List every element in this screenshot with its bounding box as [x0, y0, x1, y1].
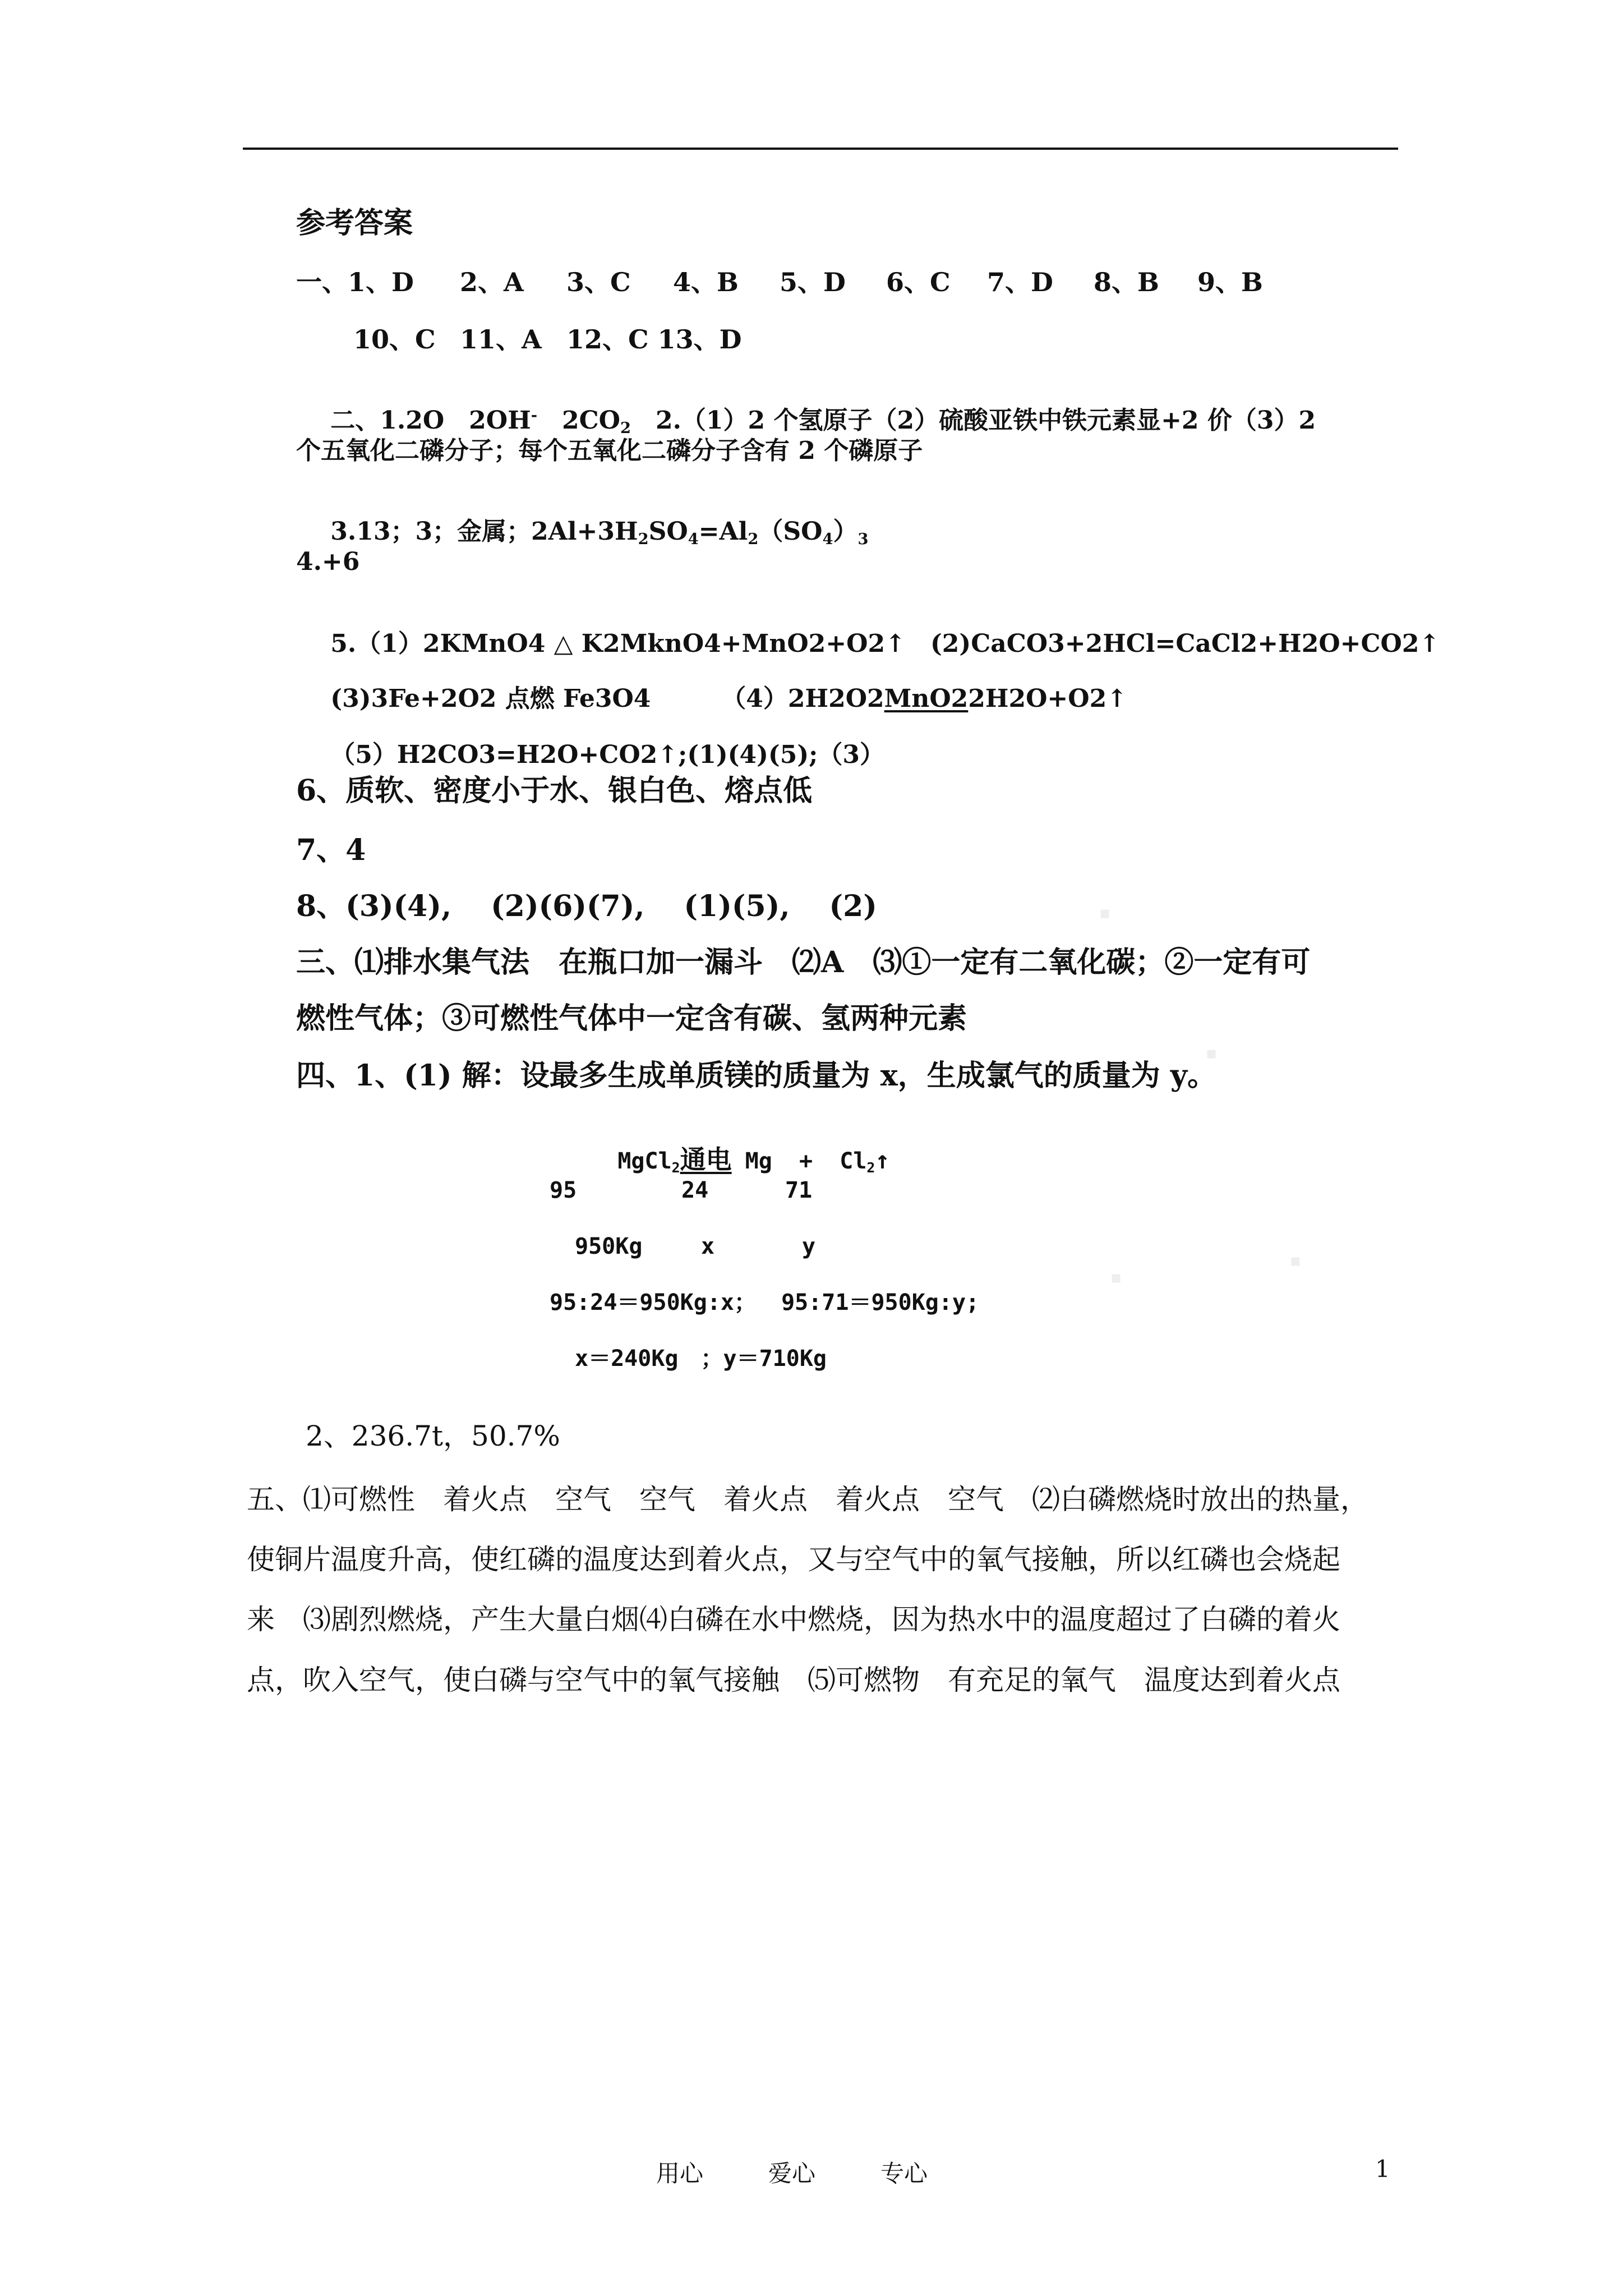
up-arrow-icon: ↑: [1106, 684, 1128, 713]
answer-line: 燃性气体；③可燃性气体中一定含有碳、氢两种元素: [296, 1001, 967, 1036]
watermark-mark: ▪: [1206, 1043, 1218, 1063]
answer-item: 一、1、D: [296, 267, 414, 297]
answer-line: (3)3Fe+2O2 点燃 Fe3O4: [330, 684, 651, 713]
answer-line: 二、1.2O 2OH- 2CO2 2.（1）2 个氢原子（2）硫酸亚铁中铁元素显+2 价（3）2: [330, 406, 1316, 438]
answer-line: 7、4: [296, 833, 366, 867]
answer-item: 10、C: [353, 324, 436, 355]
answer-item: 6、C: [886, 267, 951, 297]
up-arrow-icon: ↑: [1419, 629, 1440, 658]
watermark-mark: ▪: [1110, 1268, 1122, 1287]
answer-line: （4）2H2O2MnO22H2O+O2↑: [721, 684, 1128, 713]
watermark-mark: ▪: [1099, 903, 1111, 923]
footer-text: 爱心: [768, 2160, 816, 2187]
answer-line: 来 ⑶剧烈燃烧，产生大量白烟⑷白磷在水中燃烧，因为热水中的温度超过了白磷的着火: [247, 1603, 1340, 1636]
calc-value: x: [701, 1234, 715, 1259]
answer-item: 7、D: [987, 267, 1053, 297]
equation-line: MgCl2通电 Mg + Cl2↑: [617, 1144, 890, 1176]
answer-line: 4.+6: [296, 547, 360, 576]
answer-line: 6、质软、密度小于水、银白色、熔点低: [296, 774, 813, 808]
answer-line: 使铜片温度升高，使红磷的温度达到着火点，又与空气中的氧气接触，所以红磷也会烧起: [247, 1543, 1340, 1576]
header-rule: [243, 148, 1398, 150]
answer-line: 三、⑴排水集气法 在瓶口加一漏斗 ⑵A ⑶①一定有二氧化碳；②一定有可: [296, 945, 1311, 979]
page-number: 1: [1375, 2155, 1390, 2183]
calc-value: y: [802, 1234, 816, 1259]
answer-item: 2、A: [460, 267, 524, 297]
answer-item: 4、B: [673, 267, 739, 297]
calc-value: 24: [681, 1177, 709, 1203]
up-arrow-icon: ↑: [875, 1146, 890, 1175]
footer-text: 用心: [656, 2160, 704, 2187]
answer-line: 点，吹入空气，使白磷与空气中的氧气接触 ⑸可燃物 有充足的氧气 温度达到着火点: [247, 1664, 1340, 1696]
footer-text: 专心: [880, 2160, 928, 2187]
answer-line: （5）H2CO3=H2O+CO2↑;(1)(4)(5);（3）: [330, 740, 884, 769]
answer-item: 11、A: [460, 324, 542, 355]
answer-item: 9、B: [1197, 267, 1263, 297]
answer-item: 3、C: [566, 267, 631, 297]
calc-line: 95:24＝950Kg:x； 95:71＝950Kg:y;: [550, 1290, 980, 1315]
calc-value: 71: [785, 1177, 813, 1203]
answer-title: 参考答案: [296, 206, 413, 240]
answer-line: 3.13；3；金属；2Al+3H2SO4=Al2（SO4）3: [330, 517, 869, 549]
up-arrow-icon: ↑: [657, 740, 679, 769]
watermark-mark: ▪: [1290, 1251, 1302, 1271]
calc-line: x＝240Kg ；y＝710Kg: [575, 1346, 827, 1372]
answer-line: 个五氧化二磷分子；每个五氧化二磷分子含有 2 个磷原子: [296, 436, 923, 465]
calc-value: 95: [550, 1177, 577, 1203]
answer-line: 2、236.7t，50.7%: [306, 1420, 560, 1452]
answer-line: 四、1、(1) 解：设最多生成单质镁的质量为 x，生成氯气的质量为 y。: [296, 1059, 1217, 1093]
calc-value: 950Kg: [575, 1234, 643, 1259]
answer-line: 五、⑴可燃性 着火点 空气 空气 着火点 着火点 空气 ⑵白磷燃烧时放出的热量，: [247, 1483, 1368, 1516]
answer-line: 8、(3)(4), (2)(6)(7), (1)(5), (2): [296, 889, 877, 923]
answer-item: 5、D: [780, 267, 846, 297]
answer-item: 8、B: [1094, 267, 1159, 297]
answer-item: 12、C 13、D: [566, 324, 742, 355]
answer-line: 5.（1）2KMnO4 △ K2MknO4+MnO2+O2↑ (2)CaCO3+2HCl=CaCl2+H2O+CO2↑: [330, 629, 1440, 658]
up-arrow-icon: ↑: [885, 629, 906, 658]
